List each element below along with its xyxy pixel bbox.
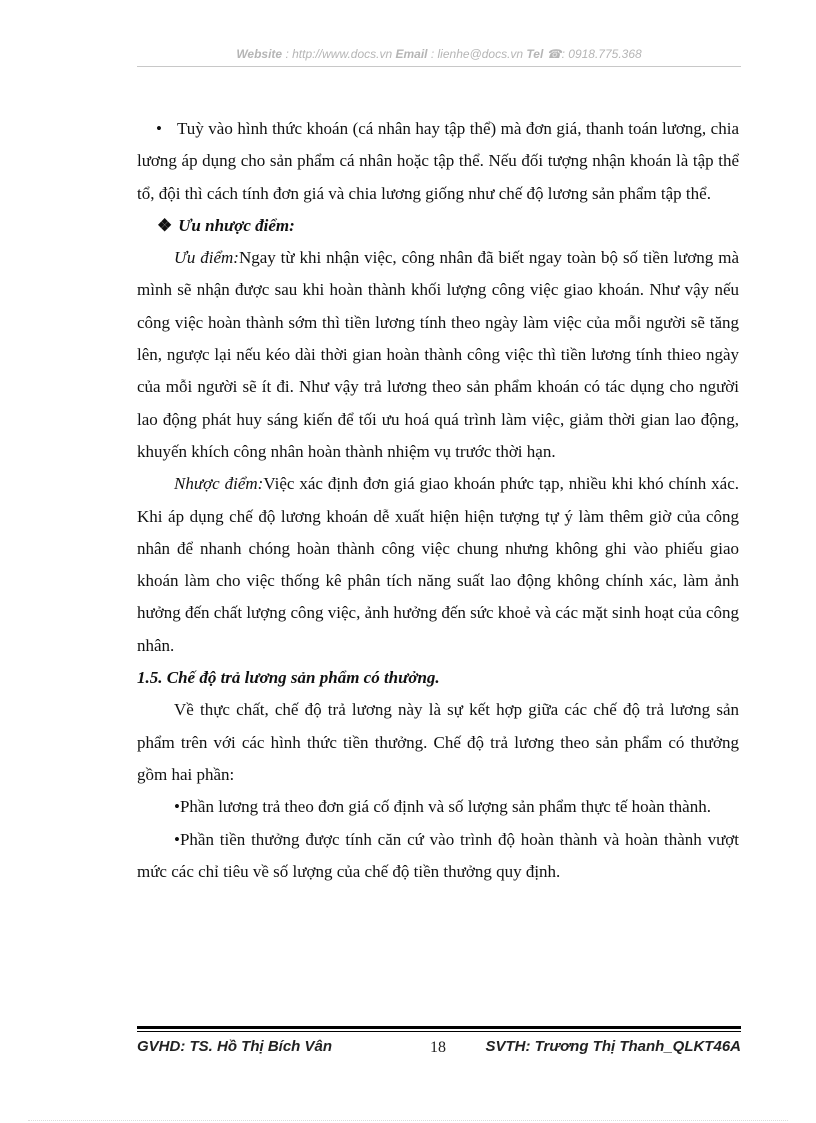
part-one-text: Phần lương trả theo đơn giá cố định và số lượng sản phẩm thực tế hoàn thành. — [179, 797, 711, 817]
part-one-paragraph — [137, 791, 739, 823]
page-header — [137, 47, 741, 61]
advantages-paragraph — [137, 242, 739, 468]
bullet-paragraph — [137, 113, 739, 210]
advantages-text: Ngay từ khi nhận việc, công nhân đã biết ngay toàn bộ số tiền lương mà mình sẽ nhận được sau khi hoàn thành khối lượng công việc giao khoán. Như vậy nếu công việc hoàn thành sớm thì tiền lương tính theo ngày làm việc của mỗi người sẽ tăng lên, ngược lại nếu kéo dài thời gian hoàn thành công việc thì tiền lương tính thieo ngày của mỗi người sẽ ít đi. Như vậy trả lương theo sản phẩm khoán có tác dụng cho người lao động phát huy sáng kiến để tối ưu hoá quá trình làm việc, giảm thời gian lao động, khuyến khích công nhân hoàn thành nhiệm vụ trước thời hạn. — [137, 248, 739, 461]
page-number: 18 — [430, 1039, 446, 1056]
part-two-text: Phần tiền thưởng được tính căn cứ vào trình độ hoàn thành và hoàn thành vượt mức các chỉ tiêu về số lượng của chế độ tiền thưởng quy định. — [137, 829, 739, 881]
document-body — [137, 113, 739, 888]
advisor-name: GVHD: TS. Hồ Thị Bích Vân — [137, 1038, 333, 1055]
advantages-label: Ưu điểm: — [174, 248, 239, 268]
disadvantages-text: Việc xác định đơn giá giao khoán phức tạp, nhiều khi khó chính xác. Khi áp dụng chế độ lương khoán dễ xuất hiện hiện tượng tự ý làm thêm giờ của công nhân để nhanh chóng hoàn thành công việc chung nhưng không ghi vào phiếu giao khoán làm cho việc thống kê phân tích năng suất lao động không chính xác, làm ảnh hưởng đến chất lượng công việc, ảnh hưởng đến sức khoẻ và các mặt sinh hoạt của công nhân. — [137, 474, 740, 655]
diamond-bullet-icon: ❖ — [157, 215, 173, 235]
bullet-text: Tuỳ vào hình thức khoán (cá nhân hay tập thể) mà đơn giá, thanh toán lương, chia lương áp dụng cho sản phẩm cá nhân hoặc tập thể. Nếu đối tượng nhận khoán là tập thể tổ, đội thì cách tính đơn giá và chia lương giống như chế độ lương sản phẩm tập thể. — [137, 119, 739, 203]
bullet-icon: • — [156, 119, 162, 138]
email-value: : lienhe@docs.vn — [427, 47, 527, 61]
tel-value: ☎: 0918.775.368 — [543, 47, 642, 61]
section-heading: 1.5. Chế độ trả lương sản phẩm có thưởng. — [137, 668, 440, 688]
tel-label: Tel — [526, 47, 544, 61]
page-bottom-border — [28, 1120, 788, 1121]
student-name: SVTH: Trương Thị Thanh_QLKT46A — [485, 1038, 741, 1055]
page-footer — [137, 1038, 741, 1062]
disadvantages-paragraph — [137, 468, 739, 662]
footer-divider-thick — [137, 1026, 741, 1029]
section-intro-paragraph: Về thực chất, chế độ trả lương này là sự kết hợp giữa các chế độ trả lương sản phẩm trên với các hình thức tiền thưởng. Chế độ trả lương theo sản phẩm có thưởng gồm hai phần: — [137, 700, 739, 784]
pros-cons-heading — [137, 210, 739, 242]
part-two-paragraph — [137, 824, 739, 889]
pros-cons-heading-text: Ưu nhược điểm: — [178, 215, 295, 235]
email-label: Email — [395, 47, 428, 61]
footer-divider-thin — [137, 1031, 741, 1032]
header-divider — [137, 66, 741, 67]
disadvantages-label: Nhược điểm: — [174, 474, 264, 494]
website-value: : http://www.docs.vn — [282, 47, 396, 61]
bullet-icon: • — [174, 797, 180, 817]
website-label: Website — [236, 47, 283, 61]
bullet-icon: • — [174, 829, 180, 849]
